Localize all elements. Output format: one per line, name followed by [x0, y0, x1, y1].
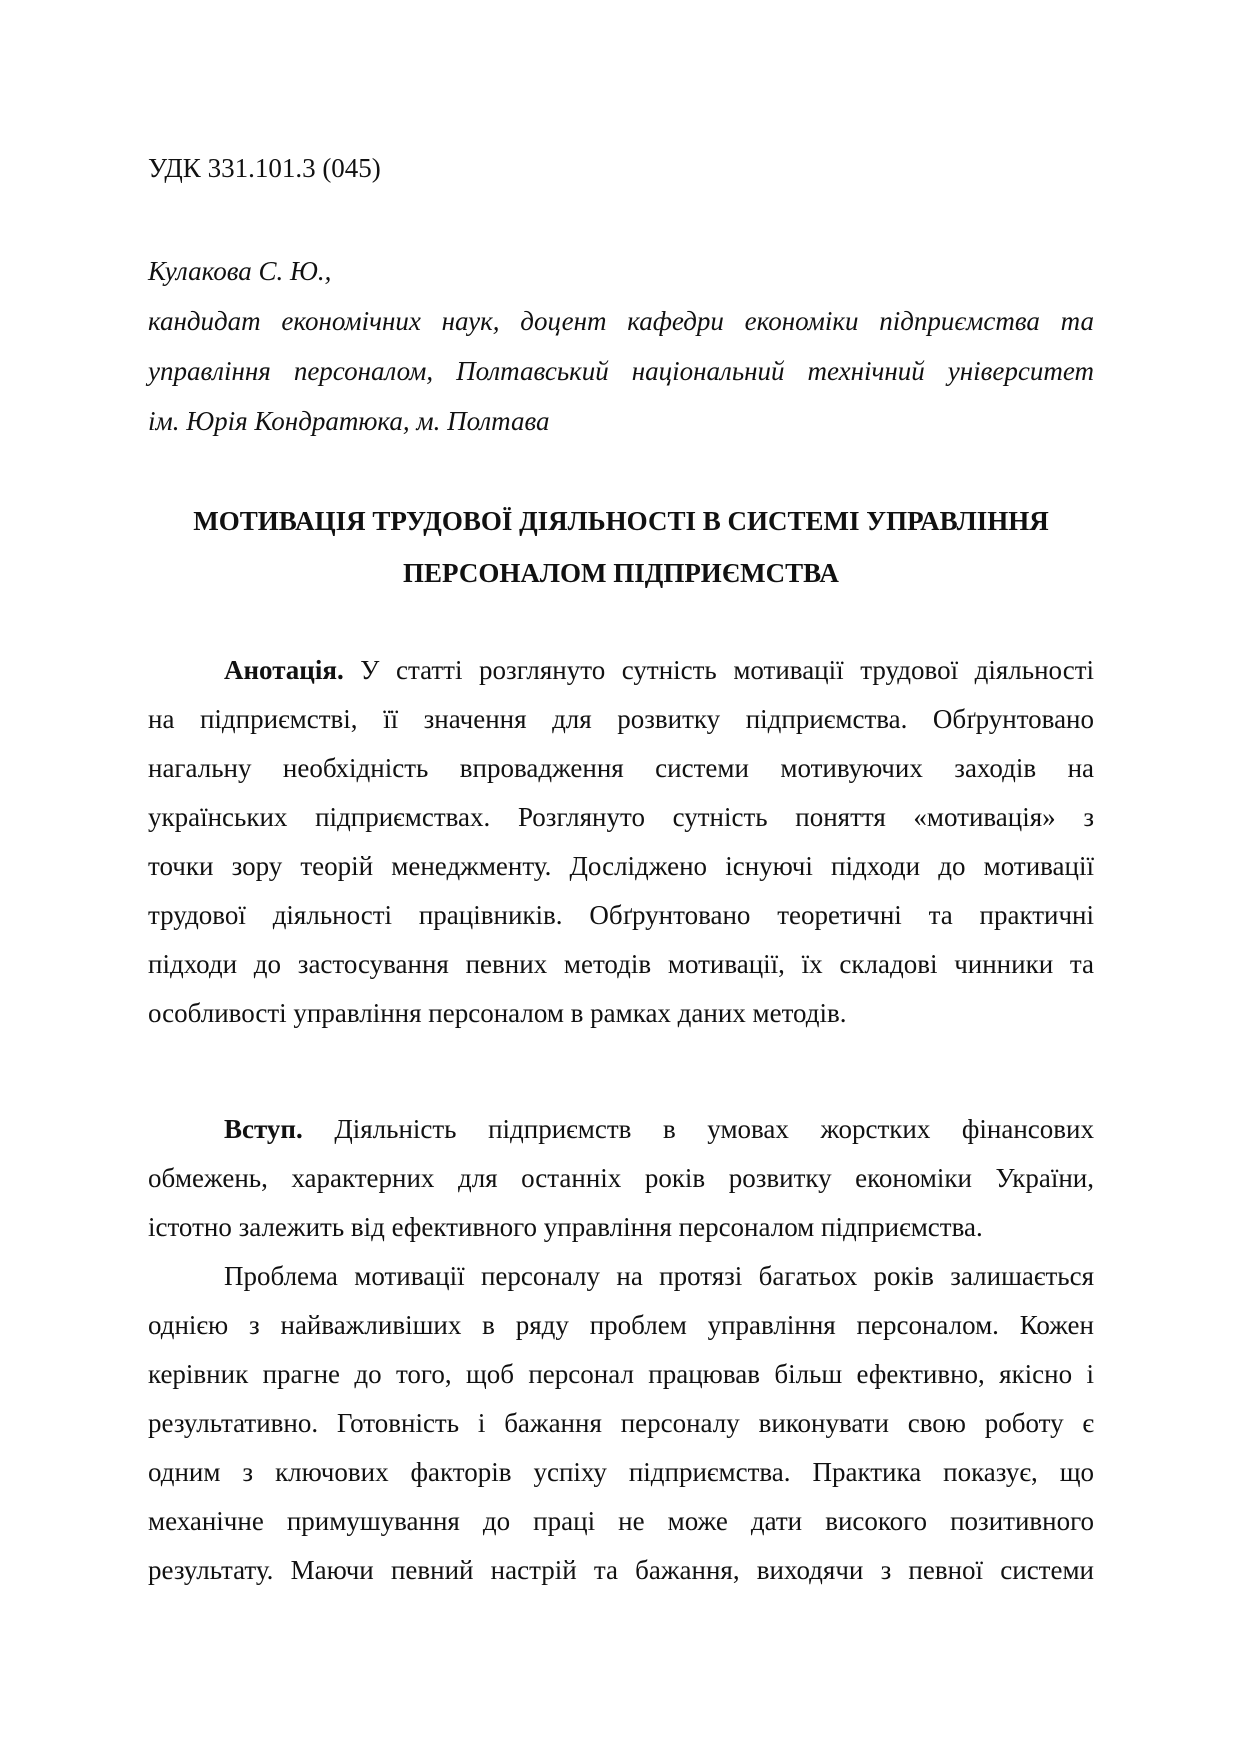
abstract-first-line-text: У статті розглянуто сутність мотивації трудової діяльності	[343, 655, 1094, 685]
intro-line: істотно залежить від ефективного управління персоналом підприємства.	[148, 1212, 983, 1242]
author-affiliation-line: управління персоналом, Полтавський національний технічний університет	[148, 356, 1094, 386]
intro-label: Вступ.	[224, 1114, 303, 1144]
paper-title	[148, 495, 1094, 599]
abstract-paragraph	[148, 646, 1094, 1038]
intro-first-line	[148, 1105, 1094, 1154]
body-line: результативно. Готовність і бажання персоналу виконувати свою роботу є	[148, 1408, 1094, 1438]
title-line: МОТИВАЦІЯ ТРУДОВОЇ ДІЯЛЬНОСТІ В СИСТЕМІ УПРАВЛІННЯ	[193, 506, 1049, 536]
abstract-line: особливості управління персоналом в рамках даних методів.	[148, 998, 847, 1028]
intro-first-line-text: Діяльність підприємств в умовах жорстких фінансових	[302, 1114, 1094, 1144]
abstract-line: трудової діяльності працівників. Обґрунтовано теоретичні та практичні	[148, 900, 1094, 930]
abstract-line: точки зору теорій менеджменту. Досліджено існуючі підходи до мотивації	[148, 851, 1094, 881]
body-line: Проблема мотивації персоналу на протязі багатьох років залишається	[224, 1261, 1094, 1291]
intro-line: обмежень, характерних для останніх років розвитку економіки України,	[148, 1163, 1094, 1193]
abstract-line: нагальну необхідність впровадження системи мотивуючих заходів на	[148, 753, 1094, 783]
author-block	[148, 246, 1094, 446]
title-line: ПЕРСОНАЛОМ ПІДПРИЄМСТВА	[403, 558, 839, 588]
body-line: керівник прагне до того, щоб персонал працював більш ефективно, якісно і	[148, 1359, 1094, 1389]
author-affiliation-line: кандидат економічних наук, доцент кафедри економіки підприємства та	[148, 306, 1094, 336]
body-line: результату. Маючи певний настрій та бажання, виходячи з певної системи	[148, 1555, 1094, 1585]
abstract-first-line	[148, 646, 1094, 695]
author-name: Кулакова С. Ю.,	[148, 256, 332, 286]
abstract-line: підходи до застосування певних методів мотивації, їх складові чинники та	[148, 949, 1094, 979]
body-line: одним з ключових факторів успіху підприємства. Практика показує, що	[148, 1457, 1094, 1487]
abstract-line: на підприємстві, її значення для розвитку підприємства. Обґрунтовано	[148, 704, 1094, 734]
abstract-line: українських підприємствах. Розглянуто сутність поняття «мотивація» з	[148, 802, 1094, 832]
body-paragraph	[148, 1252, 1094, 1595]
body-line: механічне примушування до праці не може дати високого позитивного	[148, 1506, 1094, 1536]
udc-code: УДК 331.101.3 (045)	[148, 153, 381, 183]
body-line: однією з найважливіших в ряду проблем управління персоналом. Кожен	[148, 1310, 1094, 1340]
intro-paragraph	[148, 1105, 1094, 1252]
abstract-label: Анотація.	[224, 655, 344, 685]
author-affiliation-line: ім. Юрія Кондратюка, м. Полтава	[148, 406, 550, 436]
